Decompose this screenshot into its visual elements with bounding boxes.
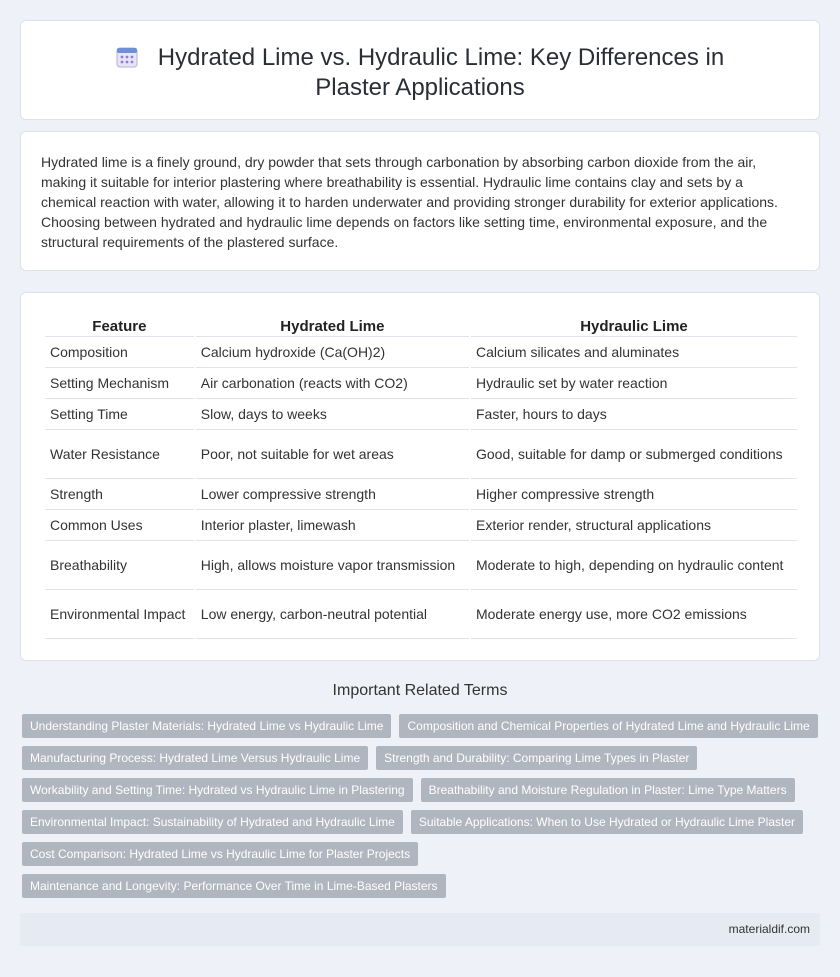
hydrated-cell: Calcium hydroxide (Ca(OH)2) (196, 337, 469, 368)
table-row (45, 430, 797, 479)
header-hydraulic-lime: Hydraulic Lime (471, 313, 797, 337)
hydrated-cell: Poor, not suitable for wet areas (196, 430, 469, 479)
hydraulic-cell: Exterior render, structural applications (471, 510, 797, 541)
hydraulic-cell: Moderate to high, depending on hydraulic content (471, 541, 797, 590)
table-row (45, 510, 797, 541)
hydraulic-cell: Hydraulic set by water reaction (471, 368, 797, 399)
feature-cell: Environmental Impact (45, 590, 194, 639)
feature-cell: Composition (45, 337, 194, 368)
related-tag[interactable]: Understanding Plaster Materials: Hydrated Lime vs Hydraulic Lime (22, 714, 391, 738)
hydrated-cell: Interior plaster, limewash (196, 510, 469, 541)
hydraulic-cell: Good, suitable for damp or submerged conditions (471, 430, 797, 479)
hydraulic-cell: Higher compressive strength (471, 479, 797, 510)
related-tag[interactable]: Suitable Applications: When to Use Hydrated or Hydraulic Lime Plaster (411, 810, 803, 834)
related-terms-title: Important Related Terms (332, 682, 508, 699)
header-card (20, 20, 820, 120)
related-tag[interactable]: Composition and Chemical Properties of Hydrated Lime and Hydraulic Lime (399, 714, 817, 738)
intro-card (20, 131, 820, 271)
comparison-card (20, 292, 820, 661)
table-row (45, 479, 797, 510)
hydrated-cell: Lower compressive strength (196, 479, 469, 510)
related-tag[interactable]: Workability and Setting Time: Hydrated vs Hydraulic Lime in Plastering (22, 778, 413, 802)
footer-bar (20, 913, 820, 946)
table-header-row (45, 313, 797, 337)
feature-cell: Common Uses (45, 510, 194, 541)
footer-site-link[interactable]: materialdif.com (728, 922, 810, 936)
hydraulic-cell: Faster, hours to days (471, 399, 797, 430)
related-tag[interactable]: Maintenance and Longevity: Performance Over Time in Lime-Based Plasters (22, 874, 446, 898)
feature-cell: Water Resistance (45, 430, 194, 479)
hydraulic-cell: Calcium silicates and aluminates (471, 337, 797, 368)
table-row (45, 368, 797, 399)
related-tag[interactable]: Manufacturing Process: Hydrated Lime Versus Hydraulic Lime (22, 746, 368, 770)
related-tag[interactable]: Strength and Durability: Comparing Lime Types in Plaster (376, 746, 697, 770)
feature-cell: Setting Mechanism (45, 368, 194, 399)
hydrated-cell: Low energy, carbon-neutral potential (196, 590, 469, 639)
related-tag[interactable]: Environmental Impact: Sustainability of Hydrated and Hydraulic Lime (22, 810, 403, 834)
related-terms-tags (22, 714, 822, 906)
header-feature: Feature (45, 313, 194, 337)
feature-cell: Strength (45, 479, 194, 510)
comparison-table (43, 313, 799, 639)
table-row (45, 399, 797, 430)
table-row (45, 541, 797, 590)
related-tag[interactable]: Breathability and Moisture Regulation in Plaster: Lime Type Matters (421, 778, 795, 802)
feature-cell: Setting Time (45, 399, 194, 430)
table-row (45, 590, 797, 639)
intro-paragraph: Hydrated lime is a finely ground, dry powder that sets through carbonation by absorbing carbon dioxide from the air, making it suitable for interior plastering where breathability is essential. Hydraulic lime contains clay and sets by a chemical reaction with water, allowing it to harden underwater and providing stronger durability for exterior applications. Choosing between hydrated and hydraulic lime depends on factors like setting time, environmental exposure, and the structural requirements of the plastered surface. (41, 154, 778, 250)
table-row (45, 337, 797, 368)
hydrated-cell: High, allows moisture vapor transmission (196, 541, 469, 590)
header-hydrated-lime: Hydrated Lime (196, 313, 469, 337)
page-title-wrap (21, 43, 819, 103)
calendar-icon (116, 46, 138, 68)
hydrated-cell: Slow, days to weeks (196, 399, 469, 430)
hydrated-cell: Air carbonation (reacts with CO2) (196, 368, 469, 399)
related-tag[interactable]: Cost Comparison: Hydrated Lime vs Hydraulic Lime for Plaster Projects (22, 842, 418, 866)
feature-cell: Breathability (45, 541, 194, 590)
hydraulic-cell: Moderate energy use, more CO2 emissions (471, 590, 797, 639)
page-title: Hydrated Lime vs. Hydraulic Lime: Key Differences in Plaster Applications (157, 44, 725, 101)
